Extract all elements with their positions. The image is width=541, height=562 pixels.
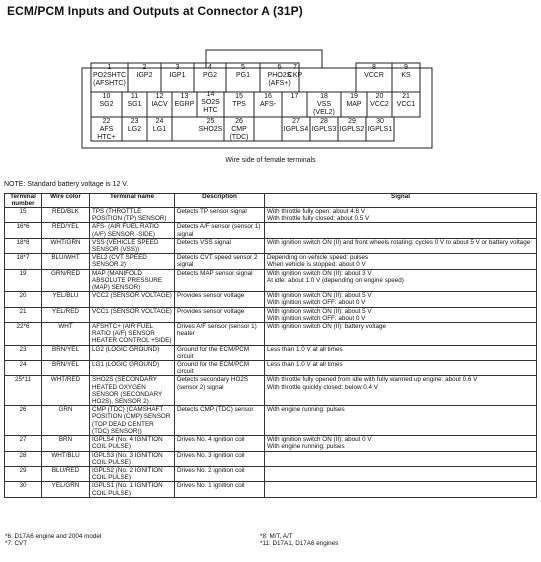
connector-pin-7 bbox=[275, 64, 315, 80]
terminal-name-cell: VSS (VEHICLE SPEED SENSOR (VSS)) bbox=[90, 238, 175, 253]
connector-pin-16 bbox=[254, 93, 282, 109]
description-cell: Drives No. 2 ignition coil bbox=[175, 466, 265, 481]
pin-number: 16 bbox=[264, 93, 272, 100]
signal-cell: With ignition switch ON (II): about 5 V With ignition switch OFF: about 0 V bbox=[265, 292, 537, 307]
table-row bbox=[5, 269, 537, 292]
pin-number: 5 bbox=[241, 64, 245, 71]
connector-pin-11 bbox=[122, 93, 147, 109]
pin-number: 21 bbox=[402, 93, 410, 100]
wire-color-cell: WHT/GRN bbox=[42, 238, 90, 253]
description-cell: Detects A/F sensor (sensor 1) signal bbox=[175, 223, 265, 238]
pin-number: 24 bbox=[155, 118, 164, 125]
terminal-number-cell: 27 bbox=[5, 436, 42, 451]
header-signal: Signal bbox=[265, 194, 537, 208]
pin-number: 8 bbox=[372, 64, 376, 71]
wire-color-cell: WHT/BLU bbox=[42, 451, 90, 466]
pin-label: PG2 bbox=[202, 72, 217, 79]
connector-pin-26 bbox=[224, 118, 254, 142]
pin-label: EGRP bbox=[174, 101, 195, 108]
pin-label: LG2 bbox=[127, 126, 142, 133]
description-cell: Detects MAP sensor signal bbox=[175, 269, 265, 292]
header-wire-color: Wire color bbox=[42, 194, 90, 208]
terminal-name-cell: VCC1 (SENSOR VOLTAGE) bbox=[90, 307, 175, 322]
connector-pin-18 bbox=[307, 93, 341, 117]
pin-number: 20 bbox=[375, 93, 384, 100]
pin-label: MAP bbox=[346, 101, 362, 108]
description-cell: Ground for the ECM/PCM circuit bbox=[175, 361, 265, 376]
wire-color-cell: RED/BLK bbox=[42, 208, 90, 223]
wire-color-cell: BLU/RED bbox=[42, 466, 90, 481]
pin-number: 9 bbox=[404, 64, 408, 71]
pin-label: IACV bbox=[151, 101, 168, 108]
terminal-name-cell: LG1 (LOGIC GROUND) bbox=[90, 361, 175, 376]
pin-number: 29 bbox=[348, 118, 356, 125]
pin-label: PHO2S (AFS+) bbox=[267, 72, 292, 87]
description-cell: Drives No. 1 ignition coil bbox=[175, 482, 265, 497]
wire-color-cell: BRN bbox=[42, 436, 90, 451]
connector-pin-23 bbox=[122, 118, 147, 134]
terminal-name-cell: IGPLS4 (No. 4 IGNITION COIL PULSE) bbox=[90, 436, 175, 451]
terminal-number-cell: 28 bbox=[5, 451, 42, 466]
terminal-name-cell: AFSHTC+ (AIR FUEL RATIO (A/F) SENSOR HEATER CONTROL +SIDE) bbox=[90, 323, 175, 346]
pin-label: IGPLS2 bbox=[339, 126, 365, 133]
description-cell: Detects VSS signal bbox=[175, 238, 265, 253]
footnote-8: *8: M/T, A/T bbox=[260, 533, 293, 540]
signal-cell: With engine running: pulses bbox=[265, 406, 537, 436]
connector-pin-5 bbox=[226, 64, 260, 80]
table-row bbox=[5, 238, 537, 253]
signal-cell: With ignition switch ON (II) and front wheels rotating: cycles 0 V to about 5 V or battery voltage bbox=[265, 238, 537, 253]
terminal-name-cell: TPS (THROTTLE POSITION (TP) SENSOR) bbox=[90, 208, 175, 223]
pin-number: 26 bbox=[235, 118, 243, 125]
wire-color-cell: BRN/YEL bbox=[42, 345, 90, 360]
table-row bbox=[5, 376, 537, 406]
connector-pin-13 bbox=[172, 93, 197, 109]
table-row bbox=[5, 292, 537, 307]
pin-label: CKP bbox=[287, 72, 303, 79]
signal-cell bbox=[265, 451, 537, 466]
pin-label: VSS (VEL2) bbox=[313, 101, 335, 116]
wire-color-cell: YEL/RED bbox=[42, 307, 90, 322]
pin-label: AFS HTC+ bbox=[97, 126, 116, 141]
table-row bbox=[5, 436, 537, 451]
description-cell: Detects CMP (TDC) sensor bbox=[175, 406, 265, 436]
pin-label: KS bbox=[401, 72, 411, 79]
terminal-number-cell: 30 bbox=[5, 482, 42, 497]
connector-pin-20 bbox=[367, 93, 392, 109]
signal-cell bbox=[265, 482, 537, 497]
connector-pin-4 bbox=[194, 64, 226, 80]
terminal-name-cell: AFS- (AIR FUEL RATIO (A/F) SENSOR -SIDE) bbox=[90, 223, 175, 238]
connector-pin-25 bbox=[197, 118, 224, 134]
connector-pin-19 bbox=[341, 93, 367, 109]
table-row bbox=[5, 361, 537, 376]
connector-pin-2 bbox=[128, 64, 161, 80]
pin-number: 7 bbox=[293, 64, 297, 71]
pin-label: AFS- bbox=[260, 101, 276, 108]
pin-label: VCC1 bbox=[396, 101, 416, 108]
table-row bbox=[5, 345, 537, 360]
table-row bbox=[5, 482, 537, 497]
signal-cell bbox=[265, 223, 537, 238]
pin-number: 3 bbox=[175, 64, 180, 71]
pin-number: 28 bbox=[320, 118, 328, 125]
footnote-11: *11: D17A1, D17A6 engines bbox=[260, 540, 339, 547]
footnote-6: *6: D17A6 engine and 2004 model bbox=[5, 533, 102, 540]
wire-color-cell: WHT bbox=[42, 323, 90, 346]
pin-number: 6 bbox=[277, 64, 282, 71]
connector-pin-27 bbox=[282, 118, 310, 134]
connector-pin-30 bbox=[366, 118, 394, 134]
description-cell: Drives A/F sensor (sensor 1) heater bbox=[175, 323, 265, 346]
terminal-number-cell: 29 bbox=[5, 466, 42, 481]
wire-color-cell: BLU/WHT bbox=[42, 254, 90, 269]
signal-cell: Depending on vehicle speed: pulses When vehicle is stopped: about 0 V bbox=[265, 254, 537, 269]
connector-pin-10 bbox=[91, 93, 122, 109]
signal-cell: Less than 1.0 V at all times bbox=[265, 345, 537, 360]
pin-label: SO2S HTC bbox=[201, 99, 220, 114]
signal-cell: With ignition switch ON (II): about 0 V With engine running: pulses bbox=[265, 436, 537, 451]
table-row bbox=[5, 466, 537, 481]
table-row bbox=[5, 406, 537, 436]
description-cell: Provides sensor voltage bbox=[175, 307, 265, 322]
pin-number: 30 bbox=[376, 118, 384, 125]
pin-number: 4 bbox=[208, 64, 212, 71]
terminal-number-cell: 18*7 bbox=[5, 254, 42, 269]
terminal-number-cell: 16*6 bbox=[5, 223, 42, 238]
pin-label: IGPLS3 bbox=[311, 126, 337, 133]
pin-label: PG1 bbox=[235, 72, 250, 79]
connector-pin-24 bbox=[147, 118, 172, 134]
pin-label: IGPLS4 bbox=[283, 126, 309, 133]
terminal-number-cell: 15 bbox=[5, 208, 42, 223]
table-header-row bbox=[5, 194, 537, 208]
table-row bbox=[5, 223, 537, 238]
connector-pin-28 bbox=[310, 118, 338, 134]
connector-pin-8 bbox=[356, 64, 392, 80]
table-row bbox=[5, 451, 537, 466]
signal-cell: With ignition switch ON (II): battery voltage bbox=[265, 323, 537, 346]
pin-number: 18 bbox=[320, 93, 328, 100]
description-cell: Detects TP sensor signal bbox=[175, 208, 265, 223]
wire-color-cell: WHT/RED bbox=[42, 376, 90, 406]
terminal-name-cell: VEL2 (CVT SPEED SENSOR 2) bbox=[90, 254, 175, 269]
pin-label: LG1 bbox=[152, 126, 167, 133]
table-row bbox=[5, 208, 537, 223]
pin-label: VCC2 bbox=[370, 101, 389, 108]
wire-color-cell: YEL/BLU bbox=[42, 292, 90, 307]
pin-label: IGPLS1 bbox=[367, 126, 393, 133]
pin-number: 14 bbox=[206, 91, 215, 98]
terminal-number-cell: 19 bbox=[5, 269, 42, 292]
wire-color-cell: GRN bbox=[42, 406, 90, 436]
wire-color-cell: BRN/YEL bbox=[42, 361, 90, 376]
wire-color-cell: GRN/RED bbox=[42, 269, 90, 292]
terminal-name-cell: VCC2 (SENSOR VOLTAGE) bbox=[90, 292, 175, 307]
pin-label: SHO2S bbox=[198, 126, 223, 133]
terminal-name-cell: IGPLS1 (No. 1 IGNITION COIL PULSE) bbox=[90, 482, 175, 497]
pin-label: SG2 bbox=[99, 101, 114, 108]
pin-number: 13 bbox=[180, 93, 189, 100]
pin-number: 11 bbox=[130, 93, 139, 100]
connector-pin-29 bbox=[338, 118, 366, 134]
footnote-7: *7: CVT bbox=[5, 540, 28, 547]
pin-label: SG1 bbox=[127, 101, 142, 108]
terminal-name-cell: SHO2S (SECONDARY HEATED OXYGEN SENSOR (SECONDARY HO2S), SENSOR 2) bbox=[90, 376, 175, 406]
pin-label: CMP (TDC) bbox=[229, 126, 249, 141]
pin-number: 19 bbox=[350, 93, 358, 100]
connector-pin-17 bbox=[282, 93, 307, 101]
page-title: ECM/PCM Inputs and Outputs at Connector A (31P) bbox=[7, 4, 303, 18]
connector-caption: Wire side of female terminals bbox=[225, 157, 316, 164]
pin-number: 2 bbox=[142, 64, 147, 71]
voltage-note: NOTE: Standard battery voltage is 12 V. bbox=[4, 181, 129, 188]
wire-color-cell: RED/YEL bbox=[42, 223, 90, 238]
terminal-table bbox=[4, 193, 537, 498]
pin-label: PO2SHTC (AFSHTC) bbox=[92, 72, 127, 87]
description-cell: Drives No. 3 ignition coil bbox=[175, 451, 265, 466]
terminal-number-cell: 24 bbox=[5, 361, 42, 376]
connector-pin-14 bbox=[197, 91, 224, 115]
connector-pin-22 bbox=[91, 118, 122, 142]
terminal-name-cell: MAP (MANIFOLD ABSOLUTE PRESSURE (MAP) SENSOR) bbox=[90, 269, 175, 292]
table-row bbox=[5, 323, 537, 346]
connector-pin-21 bbox=[392, 93, 420, 109]
pin-number: 10 bbox=[102, 93, 111, 100]
connector-pin-15 bbox=[224, 93, 254, 109]
pin-label: TPS bbox=[232, 101, 246, 108]
wire-color-cell: YEL/GRN bbox=[42, 482, 90, 497]
pin-number: 17 bbox=[290, 93, 299, 100]
terminal-name-cell: LG2 (LOGIC GROUND) bbox=[90, 345, 175, 360]
connector-pin-1 bbox=[91, 64, 128, 88]
header-terminal-name: Terminal name bbox=[90, 194, 175, 208]
terminal-number-cell: 25*11 bbox=[5, 376, 42, 406]
pin-number: 12 bbox=[155, 93, 164, 100]
pin-label: IGP2 bbox=[136, 72, 153, 79]
connector-pin-3 bbox=[161, 64, 194, 80]
terminal-number-cell: 21 bbox=[5, 307, 42, 322]
pin-label: VCCR bbox=[364, 72, 384, 79]
terminal-number-cell: 20 bbox=[5, 292, 42, 307]
signal-cell bbox=[265, 466, 537, 481]
pin-number: 15 bbox=[235, 93, 243, 100]
connector-pin-9 bbox=[392, 64, 420, 80]
pin-number: 27 bbox=[292, 118, 300, 125]
terminal-number-cell: 18*8 bbox=[5, 238, 42, 253]
connector-pin-12 bbox=[147, 93, 172, 109]
pin-number: 1 bbox=[107, 64, 112, 71]
pin-label: IGP1 bbox=[169, 72, 186, 79]
signal-cell: With ignition switch ON (II): about 5 V With ignition switch OFF: about 0 V bbox=[265, 307, 537, 322]
description-cell: Detects secondary HO2S (sensor 2) signal bbox=[175, 376, 265, 406]
table-row bbox=[5, 254, 537, 269]
header-terminal-number: Terminal number bbox=[5, 194, 42, 208]
signal-cell: Less than 1.0 V at all times bbox=[265, 361, 537, 376]
terminal-name-cell: CMP (TDC) (CAMSHAFT POSITION (CMP) SENSOR (TOP DEAD CENTER (TDC) SENSOR)) bbox=[90, 406, 175, 436]
terminal-number-cell: 23 bbox=[5, 345, 42, 360]
signal-cell: With throttle fully open: about 4.8 V With throttle fully closed: about 0.5 V bbox=[265, 208, 537, 223]
terminal-number-cell: 22*6 bbox=[5, 323, 42, 346]
pin-number: 25 bbox=[206, 118, 215, 125]
terminal-number-cell: 26 bbox=[5, 406, 42, 436]
header-description: Description bbox=[175, 194, 265, 208]
description-cell: Detects CVT speed sensor 2 signal bbox=[175, 254, 265, 269]
description-cell: Ground for the ECM/PCM circuit bbox=[175, 345, 265, 360]
terminal-name-cell: IGPLS3 (No. 3 IGNITION COIL PULSE) bbox=[90, 451, 175, 466]
pin-number: 23 bbox=[130, 118, 139, 125]
signal-cell: With throttle fully opened from idle with fully warmed up engine: about 0.6 V With throttle quickly closed: below 0.4 V bbox=[265, 376, 537, 406]
description-cell: Drives No. 4 ignition coil bbox=[175, 436, 265, 451]
terminal-name-cell: IGPLS2 (No. 2 IGNITION COIL PULSE) bbox=[90, 466, 175, 481]
table-row bbox=[5, 307, 537, 322]
pin-number: 22 bbox=[102, 118, 111, 125]
description-cell: Provides sensor voltage bbox=[175, 292, 265, 307]
signal-cell: With ignition switch ON (II): about 3 V At idle: about 1.0 V (depending on engine speed) bbox=[265, 269, 537, 292]
